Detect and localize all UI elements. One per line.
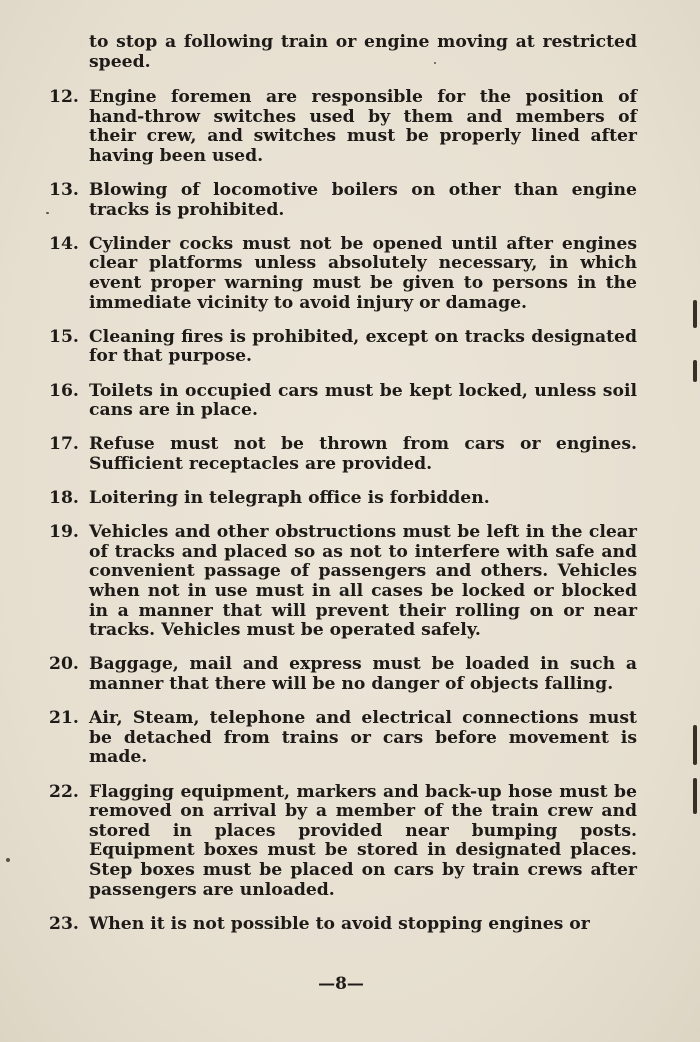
rule-item xyxy=(40,783,637,901)
rule-number: 20. xyxy=(49,654,79,675)
rule-number: 23. xyxy=(49,913,79,934)
rule-number: 22. xyxy=(49,781,79,802)
rule-text: Cylinder cocks must not be opened until after engines clear platforms unless absolutely necessary, in which event proper warning must be given to persons in the immediate vicinity to avoid injury or damage. xyxy=(89,233,637,313)
rule-item xyxy=(40,709,637,768)
rule-number: 16. xyxy=(49,380,79,401)
rule-text: Flagging equipment, markers and back-up hose must be removed on arrival by a member of the train crew and stored in places provided near bumping posts. Equipment boxes must be stored in designated places. Step boxes must be placed on cars by train crews after passengers are unloaded. xyxy=(89,781,637,900)
rule-number: 14. xyxy=(49,233,79,254)
rule-item xyxy=(40,655,637,694)
rule-number: 21. xyxy=(49,708,79,729)
rule-number: 13. xyxy=(49,179,79,200)
rule-text: Blowing of locomotive boilers on other than engine tracks is prohibited. xyxy=(89,179,637,220)
print-speck xyxy=(434,62,436,64)
binding-mark xyxy=(693,360,697,382)
rule-number: 17. xyxy=(49,434,79,455)
rule-text: Toilets in occupied cars must be kept locked, unless soil cans are in place. xyxy=(89,380,637,421)
rule-text: Loitering in telegraph office is forbidden. xyxy=(89,488,490,509)
print-speck xyxy=(6,858,10,862)
rule-text: Engine foremen are responsible for the position of hand-throw switches used by them and members of their crew, and switches must be properly lined after having been used. xyxy=(89,87,637,166)
rule-item xyxy=(40,523,637,641)
rule-number: 15. xyxy=(49,326,79,347)
rule-number: 18. xyxy=(49,488,79,509)
rule-item xyxy=(40,915,637,935)
rule-item xyxy=(40,88,637,166)
rules-list xyxy=(40,88,637,949)
rule-item xyxy=(40,181,637,220)
rule-text: Cleaning fires is prohibited, except on tracks designated for that purpose. xyxy=(89,326,637,367)
page-number: —8— xyxy=(318,974,364,994)
binding-mark xyxy=(693,778,697,814)
rule-item xyxy=(40,328,637,367)
binding-mark xyxy=(693,725,697,765)
rule-text: Air, Steam, telephone and electrical connections must be detached from trains or cars before movement is made. xyxy=(89,708,637,768)
rule-number: 12. xyxy=(49,87,79,107)
rule-item xyxy=(40,489,637,509)
rule-text: Refuse must not be thrown from cars or engines. Sufficient receptacles are provided. xyxy=(89,434,637,474)
rule-text: Baggage, mail and express must be loaded in such a manner that there will be no danger of objects falling. xyxy=(89,654,637,694)
print-speck xyxy=(46,212,49,214)
rule-text: When it is not possible to avoid stopping engines or xyxy=(89,913,590,934)
rule-item xyxy=(40,235,637,313)
binding-mark xyxy=(693,300,697,328)
rule-number: 19. xyxy=(49,522,79,543)
intro-continuation-text: to stop a following train or engine moving at restricted speed. xyxy=(89,32,637,72)
rule-item xyxy=(40,435,637,474)
rule-text: Vehicles and other obstructions must be left in the clear of tracks and placed so as not to interfere with safe and convenient passage of passengers and others. Vehicles when not in use must in all cases be locked or blocked in a manner that will prevent their rolling on or near tracks. Vehicles must be operated safely. xyxy=(89,522,637,641)
rule-item xyxy=(40,382,637,421)
